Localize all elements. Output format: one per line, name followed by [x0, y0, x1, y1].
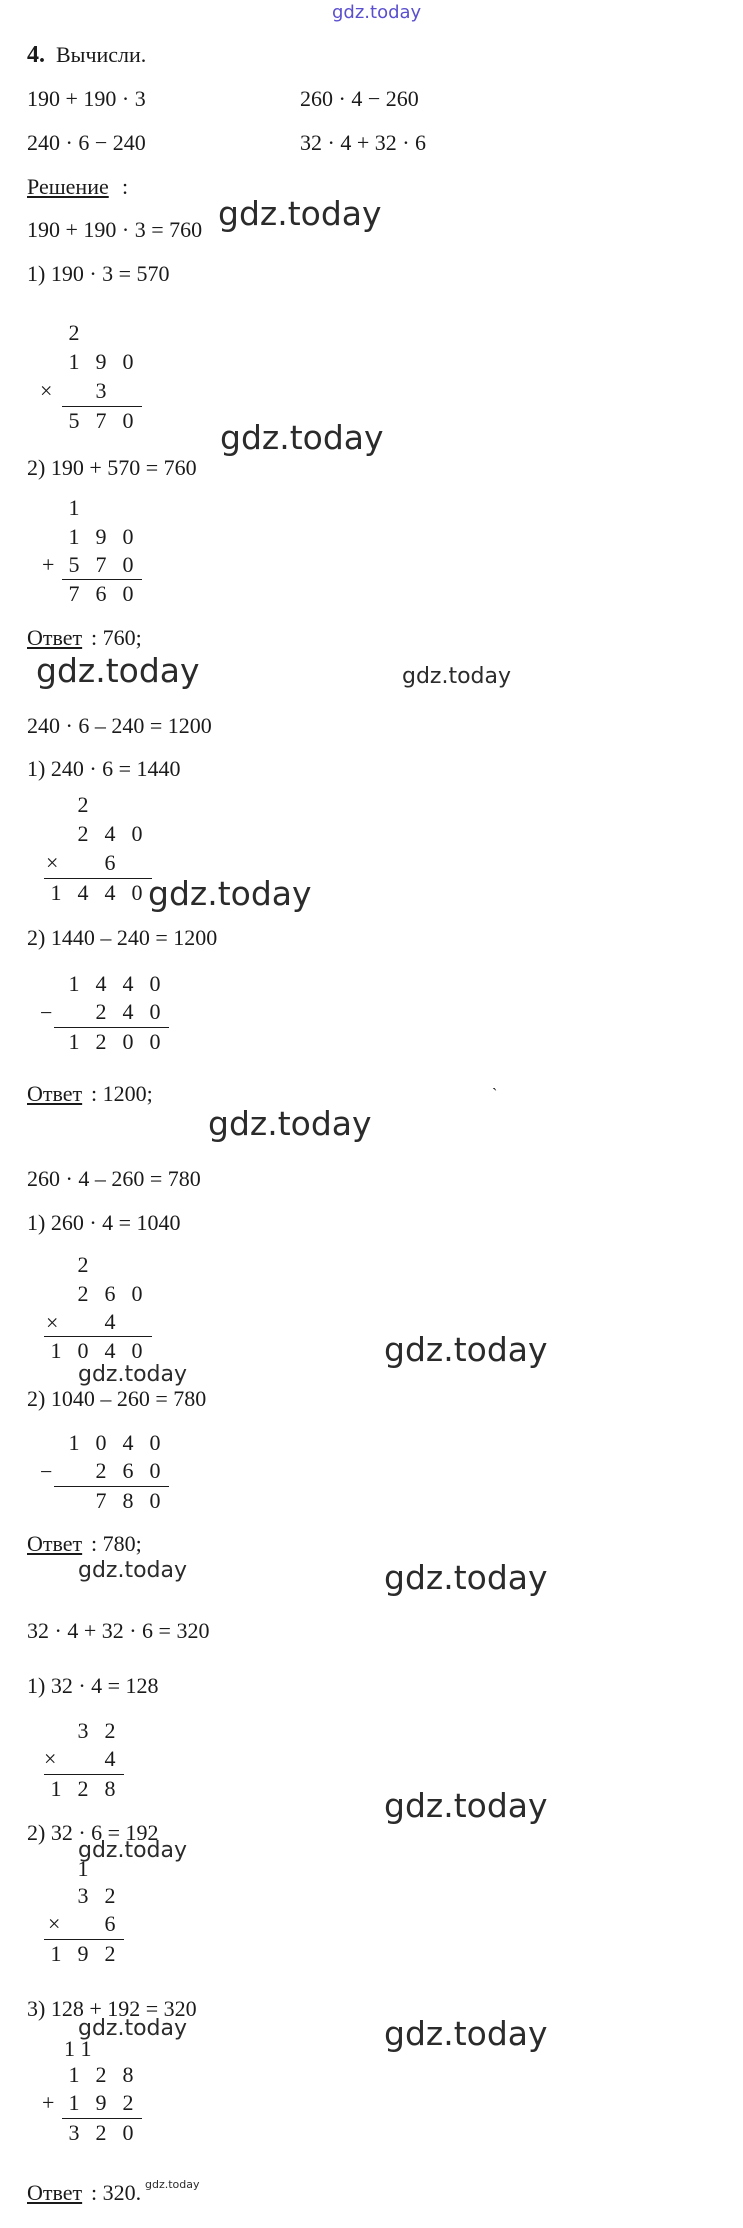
exercise-3: 240 · 6 − 240 — [27, 130, 146, 155]
p4-mul2-column: 1 3 2 6 1 9 2 — [46, 1856, 136, 1971]
p4-equation: 32 · 4 + 32 · 6 = 320 — [27, 1618, 210, 1643]
p1-add-operator: + — [42, 552, 55, 577]
p4-answer-label: Ответ — [27, 2180, 83, 2205]
p3-answer-label: Ответ — [27, 1531, 83, 1556]
p2-equation: 240 · 6 – 240 = 1200 — [27, 713, 212, 738]
p4-mul1-operator: × — [44, 1746, 57, 1771]
watermark-top: gdz.today — [332, 2, 422, 23]
p2-mul-operator: × — [46, 850, 59, 875]
p3-equation: 260 · 4 – 260 = 780 — [27, 1166, 201, 1191]
watermark: gdz.today — [384, 2014, 548, 2053]
p2-mul-column: 2 2 4 0 6 1 4 4 0 — [46, 792, 156, 907]
p1-step1: 1) 190 · 3 = 570 — [27, 261, 170, 286]
watermark: gdz.today — [220, 418, 384, 457]
p4-add-operator: + — [42, 2090, 55, 2115]
p1-answer-value: : 760; — [91, 625, 142, 650]
p2-step1: 1) 240 · 6 = 1440 — [27, 756, 181, 781]
watermark: gdz.today — [218, 194, 382, 233]
p4-add-column: 1 1 1 2 8 1 9 2 3 2 0 — [64, 2036, 154, 2151]
watermark: gdz.today — [78, 1558, 188, 1583]
p3-answer-value: : 780; — [91, 1531, 142, 1556]
watermark: gdz.today — [78, 2016, 188, 2041]
p2-sub-operator: − — [40, 1000, 53, 1025]
watermark: gdz.today — [402, 664, 512, 689]
watermark: gdz.today — [78, 1838, 188, 1863]
p3-mul-operator: × — [46, 1310, 59, 1335]
p2-step2: 2) 1440 – 240 = 1200 — [27, 925, 218, 950]
solution-label-colon: : — [122, 174, 129, 199]
task-number: 4. — [27, 42, 45, 68]
p4-step3: 3) 128 + 192 = 320 — [27, 1996, 197, 2021]
p1-mul-column: 2 1 9 0 3 5 7 0 — [64, 320, 154, 435]
watermark: gdz.today — [36, 651, 200, 690]
task-title: Вычисли. — [56, 42, 147, 67]
p3-mul-column: 2 2 6 0 4 1 0 4 0 — [46, 1252, 156, 1367]
watermark: gdz.today — [384, 1786, 548, 1825]
p1-step2: 2) 190 + 570 = 760 — [27, 455, 197, 480]
p3-step1: 1) 260 · 4 = 1040 — [27, 1210, 181, 1235]
p3-sub-operator: − — [40, 1459, 53, 1484]
watermark: gdz.today — [208, 1104, 372, 1143]
p1-add-column: 1 1 9 0 5 7 0 7 6 0 — [64, 495, 154, 610]
p4-answer-value: : 320. — [91, 2180, 142, 2205]
p4-mul2-operator: × — [48, 1911, 61, 1936]
watermark: gdz.today — [78, 1362, 188, 1387]
p1-equation: 190 + 190 · 3 = 760 — [27, 217, 203, 242]
watermark: gdz.today — [384, 1558, 548, 1597]
p2-answer-label: Ответ — [27, 1081, 83, 1106]
p2-sub-column: 1 4 4 0 2 4 0 1 2 0 0 — [64, 971, 174, 1061]
p4-step2: 2) 32 · 6 = 192 — [27, 1820, 159, 1845]
p1-answer-label: Ответ — [27, 625, 83, 650]
exercise-4: 32 · 4 + 32 · 6 — [300, 130, 427, 155]
p4-mul1-column: 3 2 4 1 2 8 — [46, 1718, 136, 1808]
p2-answer-value: : 1200; — [91, 1081, 153, 1106]
watermark: gdz.today — [148, 874, 312, 913]
p2-stray-mark: ` — [492, 1086, 498, 1103]
p3-step2: 2) 1040 – 260 = 780 — [27, 1386, 207, 1411]
watermark: gdz.today — [145, 2178, 200, 2191]
exercise-2: 260 · 4 − 260 — [300, 86, 419, 111]
solution-label: Решение — [27, 174, 109, 199]
p3-sub-column: 1 0 4 0 2 6 0 7 8 0 — [64, 1430, 174, 1520]
p1-mul-operator: × — [40, 378, 53, 403]
exercise-1: 190 + 190 · 3 — [27, 86, 146, 111]
p4-step1: 1) 32 · 4 = 128 — [27, 1673, 159, 1698]
watermark: gdz.today — [384, 1330, 548, 1369]
